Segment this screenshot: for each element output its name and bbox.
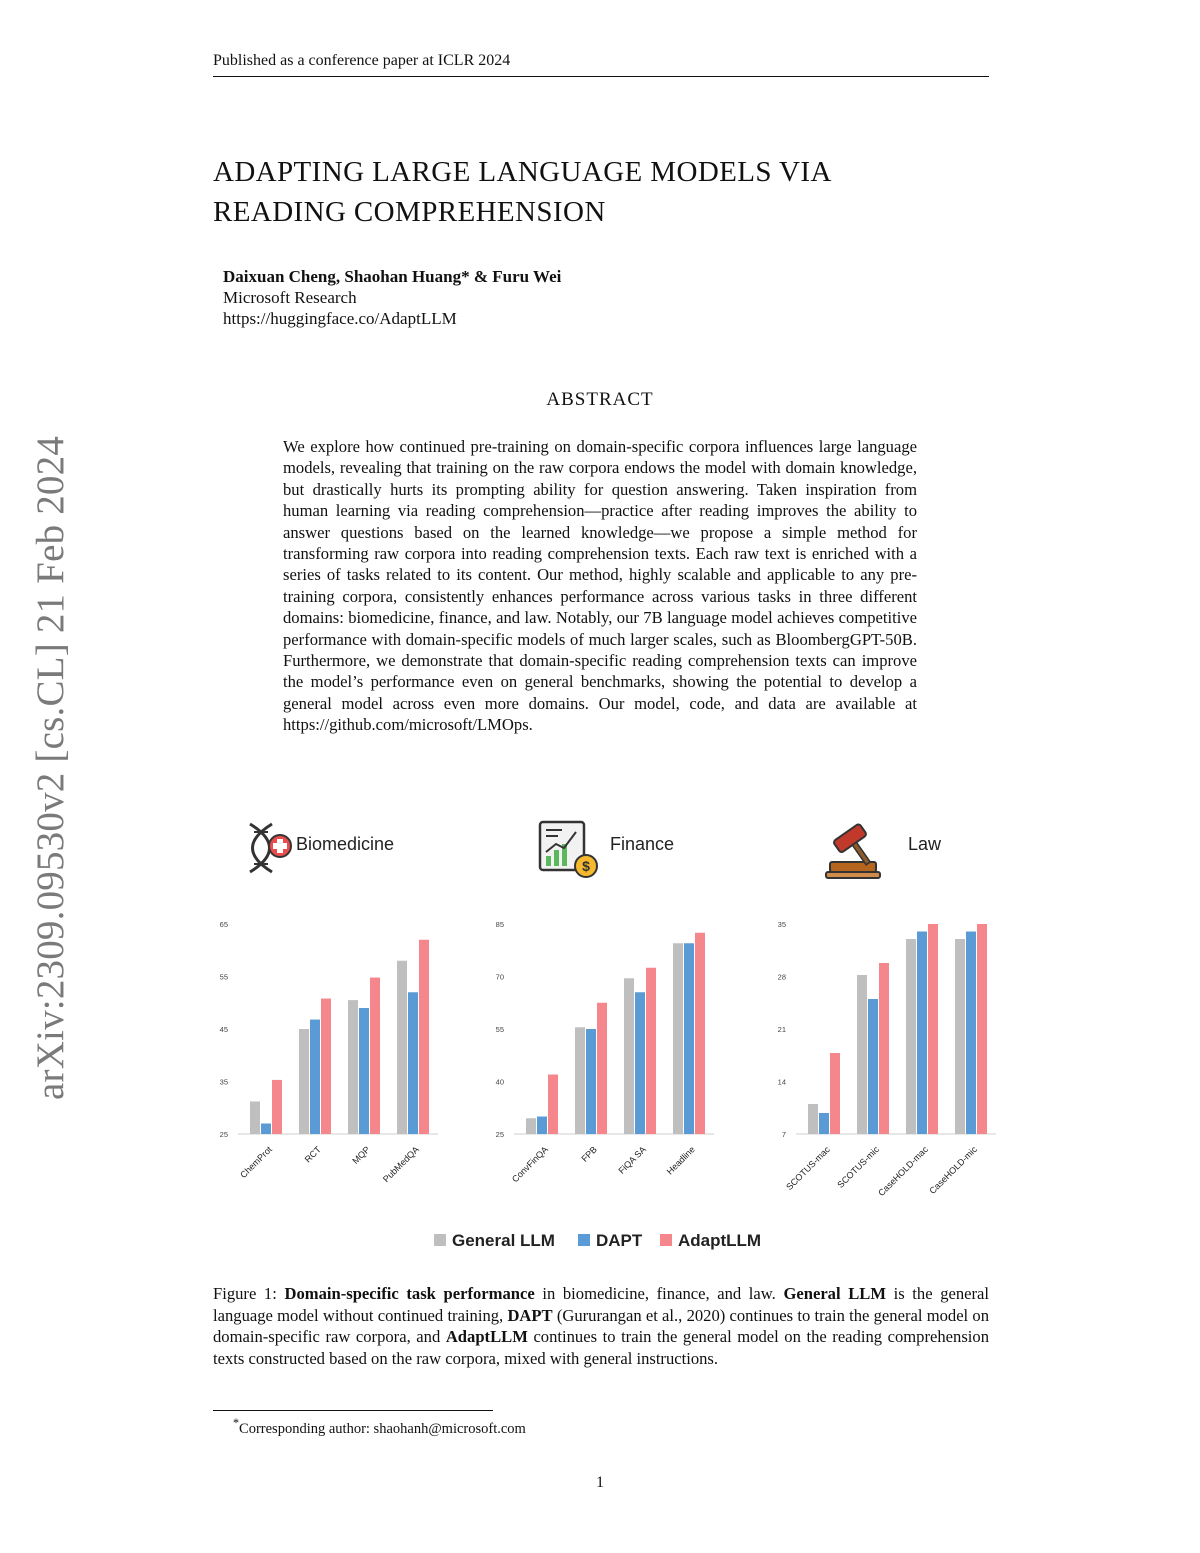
title-line-2: READING COMPREHENSION bbox=[213, 196, 606, 228]
bar-general-llm bbox=[575, 1027, 585, 1134]
page-number: 1 bbox=[596, 1474, 604, 1491]
abstract-heading: ABSTRACT bbox=[546, 389, 654, 410]
bar-dapt bbox=[819, 1113, 829, 1134]
bar-adaptllm bbox=[695, 933, 705, 1134]
author-block bbox=[223, 266, 561, 329]
caption-bold-1: Domain-specific task performance bbox=[284, 1284, 535, 1303]
caption-text-2: is the general language model without continued training, bbox=[213, 1284, 990, 1325]
caption-text-4: continues to train the general model on the reading comprehension texts constructed based on the raw corpora, mixed with general instructions. bbox=[213, 1327, 989, 1368]
author-affiliation: Microsoft Research bbox=[223, 288, 357, 307]
bar-adaptllm bbox=[879, 963, 889, 1134]
x-tick-label: ConvFinQA bbox=[509, 1144, 550, 1185]
bar-dapt bbox=[966, 932, 976, 1135]
y-tick-label: 14 bbox=[777, 1077, 786, 1087]
footnote-text: Corresponding author: shaohanh@microsoft.com bbox=[239, 1420, 526, 1437]
y-tick-label: 65 bbox=[219, 920, 228, 929]
legend-swatch bbox=[434, 1234, 446, 1246]
footnote-mark: * bbox=[233, 1416, 240, 1430]
x-tick-label: FiQA SA bbox=[616, 1144, 648, 1176]
figure-caption bbox=[213, 1283, 989, 1369]
legend-swatch bbox=[578, 1234, 590, 1246]
bar-dapt bbox=[537, 1117, 547, 1135]
x-tick-label: RCT bbox=[302, 1144, 323, 1165]
bar-general-llm bbox=[397, 961, 407, 1134]
bar-dapt bbox=[684, 943, 694, 1134]
bar-general-llm bbox=[526, 1118, 536, 1134]
x-tick-label: CaseHOLD-mic bbox=[927, 1144, 979, 1196]
x-tick-label: Headline bbox=[664, 1144, 697, 1177]
chart-title: Biomedicine bbox=[296, 834, 395, 854]
bar-dapt bbox=[408, 992, 418, 1134]
gavel-icon bbox=[826, 823, 881, 878]
x-tick-label: SCOTUS-mic bbox=[835, 1144, 881, 1190]
caption-bold-3: DAPT bbox=[507, 1305, 553, 1325]
bar-adaptllm bbox=[419, 940, 429, 1134]
bar-adaptllm bbox=[830, 1053, 840, 1134]
x-tick-label: CaseHOLD-mac bbox=[876, 1144, 930, 1199]
y-tick-label: 35 bbox=[777, 920, 786, 929]
legend-label: AdaptLLM bbox=[678, 1231, 762, 1250]
bar-general-llm bbox=[624, 978, 634, 1134]
x-tick-label: PubMedQA bbox=[380, 1144, 421, 1185]
bar-adaptllm bbox=[646, 968, 656, 1134]
bar-dapt bbox=[586, 1029, 596, 1134]
author-url[interactable]: https://huggingface.co/AdaptLLM bbox=[223, 309, 457, 328]
y-tick-label: 85 bbox=[495, 920, 504, 929]
caption-text-1: in biomedicine, finance, and law. bbox=[534, 1284, 784, 1303]
x-tick-label: ChemProt bbox=[238, 1144, 274, 1181]
x-tick-label: MQP bbox=[350, 1144, 372, 1166]
bar-adaptllm bbox=[928, 924, 938, 1134]
bar-general-llm bbox=[299, 1029, 309, 1134]
arxiv-side-stamp: arXiv:2309.09530v2 [cs.CL] 21 Feb 2024 bbox=[29, 435, 72, 1100]
y-tick-label: 70 bbox=[495, 972, 504, 982]
bar-general-llm bbox=[250, 1101, 260, 1134]
bar-general-llm bbox=[857, 975, 867, 1134]
bar-adaptllm bbox=[370, 978, 380, 1134]
bar-general-llm bbox=[348, 1000, 358, 1134]
legend-label: General LLM bbox=[452, 1231, 555, 1250]
finance-chart-icon bbox=[540, 822, 597, 877]
y-tick-label: 40 bbox=[495, 1077, 504, 1087]
paper-title bbox=[213, 152, 973, 232]
y-tick-label: 55 bbox=[495, 1025, 504, 1034]
y-tick-label: 55 bbox=[219, 972, 228, 982]
chart-legend bbox=[434, 1231, 761, 1250]
caption-text-3: (Gururangan et al., 2020) continues to train the general model on domain-specific raw corpora, and bbox=[213, 1305, 989, 1346]
footnote-rule bbox=[213, 1410, 493, 1411]
y-tick-label: 25 bbox=[495, 1130, 504, 1139]
legend-label: DAPT bbox=[596, 1231, 643, 1250]
bar-dapt bbox=[359, 1008, 369, 1134]
bar-general-llm bbox=[808, 1104, 818, 1134]
caption-bold-4: AdaptLLM bbox=[445, 1327, 528, 1346]
bar-adaptllm bbox=[321, 999, 331, 1134]
legend-swatch bbox=[660, 1234, 672, 1246]
svg-text:$: $ bbox=[582, 858, 590, 874]
chart-title: Law bbox=[908, 834, 942, 854]
x-tick-label: SCOTUS-mac bbox=[784, 1144, 832, 1193]
bar-dapt bbox=[635, 992, 645, 1134]
bar-dapt bbox=[310, 1020, 320, 1134]
y-tick-label: 28 bbox=[777, 972, 786, 982]
bar-adaptllm bbox=[597, 1003, 607, 1134]
dna-medical-icon bbox=[250, 824, 291, 872]
y-tick-label: 21 bbox=[777, 1025, 786, 1034]
y-tick-label: 25 bbox=[219, 1130, 228, 1139]
bar-adaptllm bbox=[977, 924, 987, 1134]
bar-adaptllm bbox=[548, 1075, 558, 1135]
y-tick-label: 35 bbox=[219, 1077, 228, 1087]
caption-bold-2: General LLM bbox=[783, 1284, 887, 1303]
x-tick-label: FPB bbox=[579, 1144, 599, 1164]
caption-prefix: Figure 1: bbox=[213, 1284, 285, 1303]
bar-dapt bbox=[261, 1124, 271, 1135]
header-rule bbox=[213, 76, 989, 77]
bar-adaptllm bbox=[272, 1080, 282, 1134]
chart-title: Finance bbox=[610, 834, 675, 854]
author-names: Daixuan Cheng, Shaohan Huang* & Furu Wei bbox=[223, 267, 562, 286]
bar-dapt bbox=[868, 999, 878, 1134]
figure-1 bbox=[212, 812, 1002, 1267]
bar-general-llm bbox=[906, 939, 916, 1134]
y-tick-label: 7 bbox=[781, 1130, 786, 1139]
title-line-1: ADAPTING LARGE LANGUAGE MODELS VIA bbox=[213, 156, 832, 188]
bar-dapt bbox=[917, 932, 927, 1135]
bar-general-llm bbox=[673, 943, 683, 1134]
figure-1-charts bbox=[212, 812, 1002, 1267]
bar-general-llm bbox=[955, 939, 965, 1134]
running-header: Published as a conference paper at ICLR 2024 bbox=[213, 52, 511, 69]
y-tick-label: 45 bbox=[219, 1025, 228, 1034]
footnote bbox=[233, 1416, 526, 1438]
abstract-body: We explore how continued pre-training on domain-specific corpora influences large language models, revealing that training on the raw corpora endows the model with domain knowledge, but drastically hurts its prompting ability for question answering. Taken inspiration from human learning via reading comprehension—practice after reading improves the ability to answer questions based on the learned knowledge—we propose a simple method for transforming raw corpora into reading comprehension texts. Each raw text is enriched with a series of tasks related to its content. Our method, highly scalable and applicable to any pre-training corpora, consistently enhances performance across various tasks in three different domains: biomedicine, finance, and law. Notably, our 7B language model achieves competitive performance with domain-specific models of much larger scales, such as BloombergGPT-50B. Furthermore, we demonstrate that domain-specific reading comprehension texts can improve the model’s performance even on general benchmarks, showing the potential to develop a general model across even more domains. Our model, code, and data are available at https://github.com/microsoft/LMOps. bbox=[283, 437, 917, 735]
